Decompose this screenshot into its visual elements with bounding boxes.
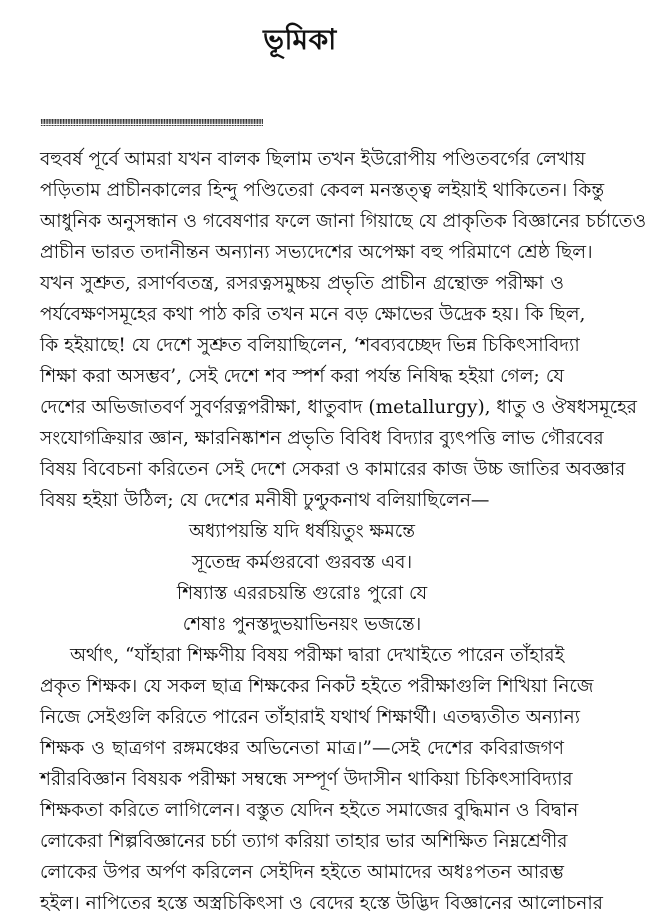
paragraph-line: শিক্ষক ও ছাত্রগণ রঙ্গমঞ্চের অভিনেতা মাত্র।”—সেই দেশের কবিরাজগণ (40, 738, 564, 759)
paragraph-line: কি হইয়াছে! যে দেশে সুশ্রুত বলিয়াছিলেন, ‘শবব্যবচ্ছেদ ভিন্ন চিকিৎসাবিদ্যা (40, 335, 580, 356)
paragraph-line: হইল। নাপিতের হস্তে অস্ত্রচিকিৎসা ও বেদের হস্তে উদ্ভিদ বিজ্ঞানের আলোচনার (40, 893, 603, 914)
paragraph-line: লোকের উপর অর্পণ করিলেন সেইদিন হইতে আমাদের অধঃপতন আরম্ভ (40, 862, 564, 883)
paragraph-line: সংযোগক্রিয়ার জ্ঞান, ক্ষারনিষ্কাশন প্রভৃতি বিবিধ বিদ্যার ব্যুৎপত্তি লাভ গৌরবের (40, 428, 604, 449)
paragraph-line: বিষয় বিবেচনা করিতেন সেই দেশে সেকরা ও কামারের কাজ উচ্চ জাতির অবজ্ঞার (40, 459, 626, 480)
paragraph-line: অর্থাৎ, “যাঁহারা শিক্ষণীয় বিষয় পরীক্ষা দ্বারা দেখাইতে পারেন তাঁহারই (70, 645, 565, 666)
separator-line: !!!!!!!!!!!!!!!!!!!!!!!!!!!!!!!!!!!!!!!!!!!!!!!!!!!!!!!!!!!!!!!!!!!!!!!!!!!!!!!!!!!!!!!!!!!!!!!!!!!!!!!!!!!!!!!!!!!!!!!!!!!!!!!!!!!!!!!!!!!!! (40, 118, 263, 129)
paragraph-line: প্রাচীন ভারত তদানীন্তন অন্যান্য সভ্যদেশের অপেক্ষা বহু পরিমাণে শ্রেষ্ঠ ছিল। (40, 242, 593, 263)
paragraph-line: প্রকৃত শিক্ষক। যে সকল ছাত্র শিক্ষকের নিকট হইতে পরীক্ষাগুলি শিখিয়া নিজে (40, 676, 594, 697)
verse-line: শেষাঃ পুনস্তদুভয়াভিনয়ং ভজন্তে। (182, 614, 422, 635)
paragraph-line: দেশের অভিজাতবর্ণ সুবর্ণরত্নপরীক্ষা, ধাতুবাদ (metallurgy), ধাতু ও ঔষধসমূহের (40, 397, 637, 418)
paragraph-line: পর্যবেক্ষণসমূহের কথা পাঠ করি তখন মনে বড় ক্ষোভের উদ্রেক হয়। কি ছিল, (40, 304, 586, 325)
body-text (40, 144, 646, 919)
verse-line: অধ্যাপয়ন্তি যদি ধর্ষয়িতুং ক্ষমন্তে (189, 521, 415, 542)
paragraph-line: শিক্ষকতা করিতে লাগিলেন। বস্তুত যেদিন হইতে সমাজের বুদ্ধিমান ও বিদ্বান (40, 800, 579, 821)
verse-line: শিষ্যাস্ত এররচয়ন্তি গুরোঃ পুরো যে (176, 583, 428, 604)
paragraph-line: বহুবর্ষ পূর্বে আমরা যখন বালক ছিলাম তখন ইউরোপীয় পণ্ডিতবর্গের লেখায় (40, 149, 586, 170)
paragraph-line: শিক্ষা করা অসম্ভব’, সেই দেশে শব স্পর্শ করা পর্যন্ত নিষিদ্ধ হইয়া গেল; যে (40, 366, 564, 387)
paragraph-line: লোকেরা শিল্পবিজ্ঞানের চর্চা ত্যাগ করিয়া তাহার ভার অশিক্ষিত নিম্নশ্রেণীর (40, 831, 568, 852)
paragraph-line: পড়িতাম প্রাচীনকালের হিন্দু পণ্ডিতেরা কেবল মনস্তত্ত্ব লইয়াই থাকিতেন। কিন্তু (40, 180, 605, 201)
paragraph-line: আধুনিক অনুসন্ধান ও গবেষণার ফলে জানা গিয়াছে যে প্রাকৃতিক বিজ্ঞানের চর্চাতেও (40, 211, 646, 232)
paragraph-line: যখন সুশ্রুত, রসার্ণবতন্ত্র, রসরত্নসমুচ্চয় প্রভৃতি প্রাচীন গ্রন্থোক্ত পরীক্ষা ও (40, 273, 564, 294)
paragraph-line: বিষয় হইয়া উঠিল; যে দেশের মনীষী ঢুণ্ঢুকনাথ বলিয়াছিলেন— (40, 490, 490, 511)
page-title: ভূমিকা (263, 23, 337, 56)
paragraph-line: নিজে সেইগুলি করিতে পারেন তাঁহারাই যথার্থ শিক্ষার্থী। এতদ্ব্যতীত অন্যান্য (40, 707, 581, 728)
paragraph-line: শরীরবিজ্ঞান বিষয়ক পরীক্ষা সম্বন্ধে সম্পূর্ণ উদাসীন থাকিয়া চিকিৎসাবিদ্যার (40, 769, 573, 790)
verse-line: সূতেন্দ্র কর্মগুরবো গুরবস্ত এব। (191, 552, 413, 573)
